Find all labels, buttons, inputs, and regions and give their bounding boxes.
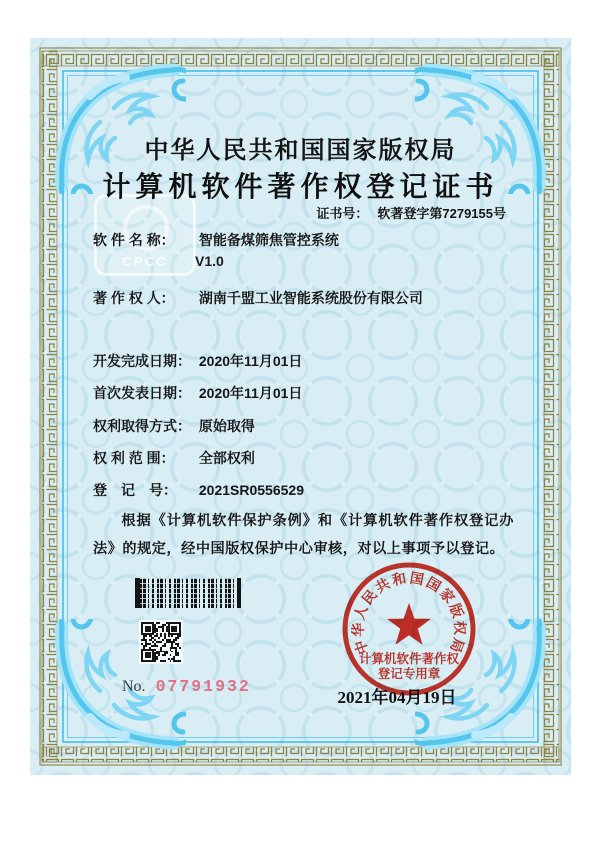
certificate-title: 计算机软件著作权登记证书: [102, 172, 499, 203]
field-value: 全部权利: [198, 450, 255, 466]
field-value: 原始取得: [198, 418, 255, 434]
field-value: 2020年11月01日: [198, 385, 303, 401]
field-label: 开发完成日期：: [93, 353, 191, 369]
seal-ring-text: 中华人民共和国国家版权局: [351, 571, 467, 656]
software-version: V1.0: [195, 253, 224, 269]
field-row-copyright-owner: [93, 288, 423, 308]
field-label: 首次发表日期：: [93, 385, 191, 401]
seal-title-line1: 计算机软件著作权: [358, 652, 460, 666]
certificate-number-value: 软著登字第7279155号: [377, 206, 506, 221]
authority-title: 中华人民共和国国家版权局: [144, 138, 457, 164]
field-row-rights-scope: [93, 448, 255, 468]
field-row-software-name: [93, 230, 339, 250]
field-row-first-publication-date: [93, 383, 302, 403]
registration-statement: 根据《计算机软件保护条例》和《计算机软件著作权登记办法》的规定，经中国版权保护中心审核，对以上事项予以登记。: [93, 513, 514, 557]
barcode: [135, 578, 241, 608]
field-row-acquisition-method: [93, 416, 255, 436]
field-value: 智能备煤筛焦管控系统: [198, 232, 339, 248]
field-label: 权 利 范 围：: [93, 450, 175, 466]
field-label: 著 作 权 人：: [93, 290, 175, 306]
certificate: [30, 38, 571, 775]
issue-date: 2021年04月19日: [337, 688, 457, 707]
cpcc-watermark-label: CPCC: [122, 254, 168, 269]
serial-prefix: No.: [122, 678, 146, 695]
field-value: 2020年11月01日: [198, 353, 303, 369]
field-row-registration-number: [93, 480, 304, 500]
serial-number-line: [122, 677, 251, 696]
qr-code-icon: [139, 620, 183, 664]
seal-title-line2: 登记专用章: [377, 667, 441, 681]
field-value: 湖南千盟工业智能系统股份有限公司: [198, 290, 423, 306]
official-red-seal: [338, 558, 480, 700]
field-label: 软 件 名 称：: [93, 232, 175, 248]
field-value: 2021SR0556529: [198, 482, 304, 498]
star-icon: [387, 603, 431, 645]
certificate-number-label: 证书号：: [316, 206, 369, 221]
field-row-completion-date: [93, 351, 302, 371]
certificate-number-line: [210, 203, 506, 222]
field-label: 登 记 号：: [93, 482, 177, 498]
serial-number: 07791932: [155, 677, 251, 696]
field-label: 权利取得方式：: [93, 418, 191, 434]
